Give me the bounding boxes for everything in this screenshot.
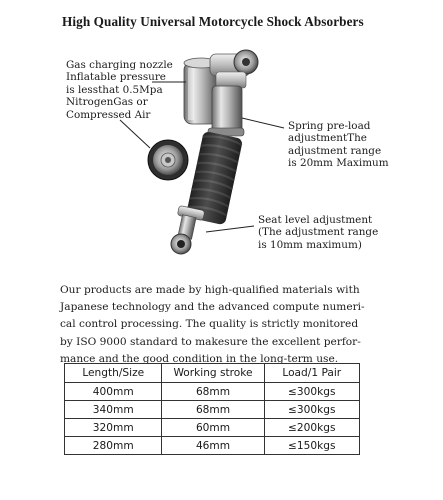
arrow-gas-to-valve bbox=[120, 120, 150, 148]
gas-valve-closeup bbox=[148, 140, 188, 180]
shock-body bbox=[208, 86, 244, 136]
lower-mount bbox=[171, 234, 191, 254]
arrow-seat bbox=[206, 226, 254, 232]
description-line: mance and the good condition in the long-term use. bbox=[60, 352, 339, 365]
table-row bbox=[65, 419, 360, 437]
cell-load: ≤300kgs bbox=[264, 401, 359, 419]
arrow-spring bbox=[242, 118, 284, 128]
description-line: Japanese technology and the advanced compute numeri- bbox=[60, 301, 365, 314]
callout-spring-preload: Spring pre-load adjustmentThe adjustment range is 20mm Maximum bbox=[288, 120, 389, 170]
description-line: cal control processing. The quality is strictly monitored bbox=[60, 318, 359, 331]
cell-length: 320mm bbox=[65, 419, 162, 437]
spec-table bbox=[64, 363, 360, 455]
cell-length: 400mm bbox=[65, 383, 162, 401]
table-header-row bbox=[65, 364, 360, 383]
description-line: Our products are made by high-qualified materials with bbox=[60, 284, 360, 296]
cell-length: 280mm bbox=[65, 437, 162, 455]
table-row bbox=[65, 401, 360, 419]
upper-mount bbox=[210, 50, 258, 88]
header-working-stroke: Working stroke bbox=[162, 364, 264, 383]
header-load: Load/1 Pair bbox=[264, 364, 359, 383]
cell-length: 340mm bbox=[65, 401, 162, 419]
product-description bbox=[60, 282, 432, 368]
cell-stroke: 46mm bbox=[162, 437, 264, 455]
cell-load: ≤150kgs bbox=[264, 437, 359, 455]
callout-gas-nozzle: Gas charging nozzle Inflatable pressure is lessthat 0.5Mpa NitrogenGas or Compressed Air bbox=[66, 59, 173, 121]
description-line: by ISO 9000 standard to makesure the excellent perfor- bbox=[60, 335, 361, 348]
callout-seat-level: Seat level adjustment (The adjustment range is 10mm maximum) bbox=[258, 214, 379, 251]
cell-stroke: 68mm bbox=[162, 401, 264, 419]
cell-stroke: 68mm bbox=[162, 383, 264, 401]
cell-stroke: 60mm bbox=[162, 419, 264, 437]
page-title: High Quality Universal Motorcycle Shock Absorbers bbox=[62, 14, 364, 29]
table-row bbox=[65, 383, 360, 401]
cell-load: ≤200kgs bbox=[264, 419, 359, 437]
table-row bbox=[65, 437, 360, 455]
header-length: Length/Size bbox=[65, 364, 162, 383]
cell-load: ≤300kgs bbox=[264, 383, 359, 401]
